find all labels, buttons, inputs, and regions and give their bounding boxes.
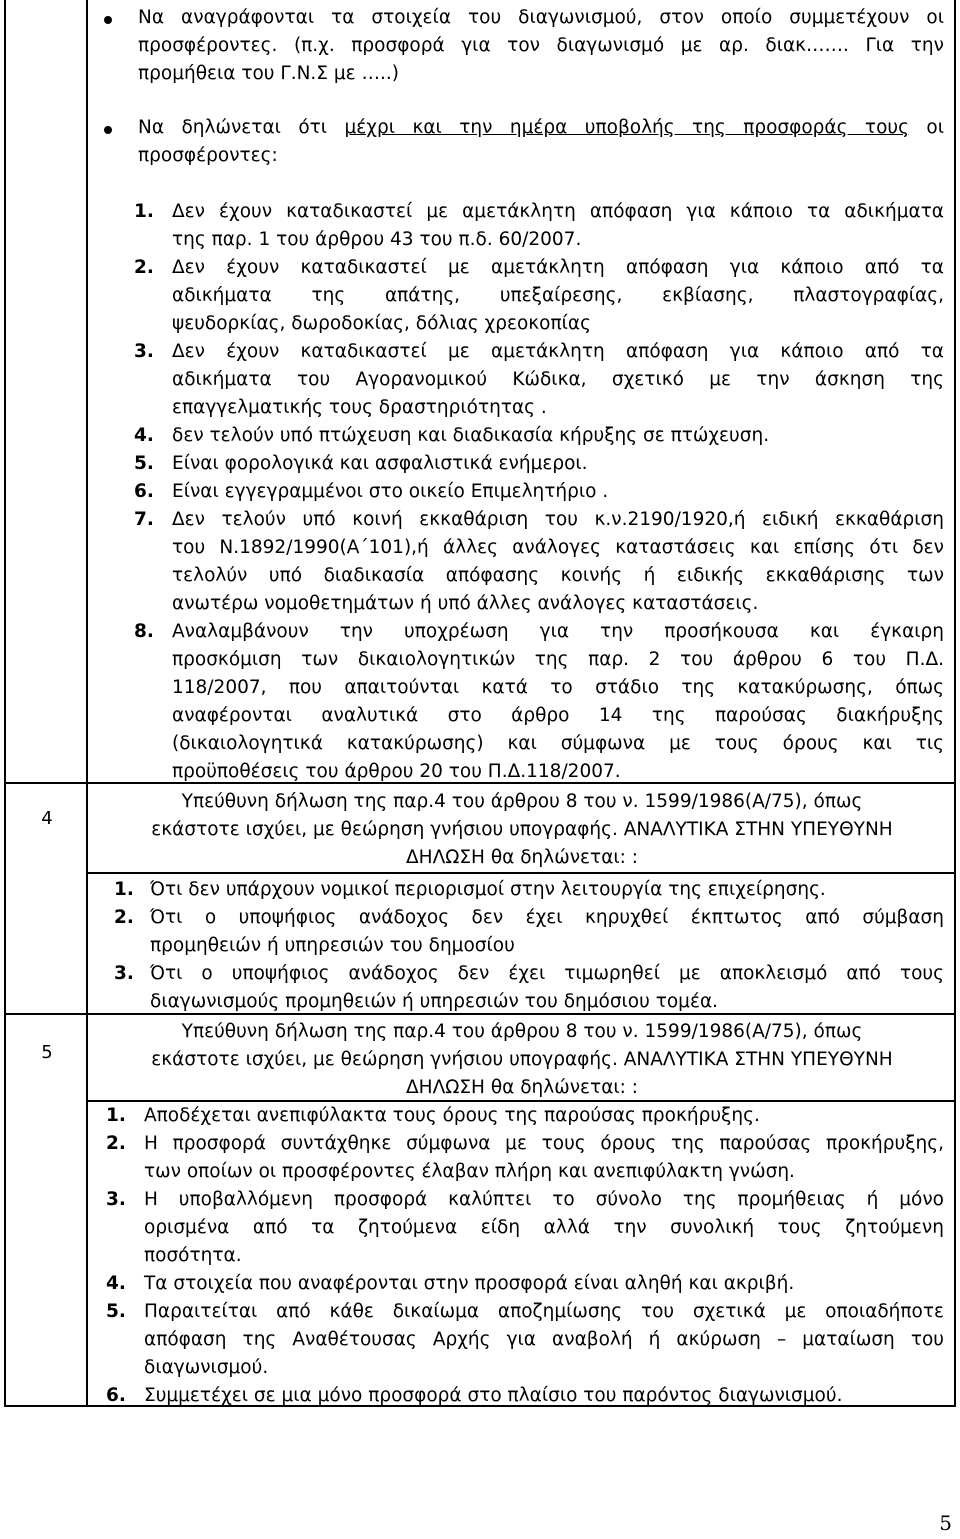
row5-item-number: 2. [106,1133,126,1154]
bullet2-text-end: οι [908,117,944,138]
list-item-number: 6. [134,481,154,502]
row5-item-line: Η προσφορά συντάχθηκε σύμφωνα με τους όρους της παρούσας προκήρυξης, [144,1133,944,1154]
row4-item-line: διαγωνισμούς προμηθειών ή υπηρεσιών του δημόσιου τομέα. [150,991,719,1012]
list-item-number: 7. [134,509,154,530]
row5-item-number: 5. [106,1301,126,1322]
row5-item-number: 4. [106,1273,126,1294]
list-item-line: του Ν.1892/1990(Α΄101),ή άλλες ανάλογες καταστάσεις και επίσης ότι δεν [172,537,944,558]
list-item-line: προϋποθέσεις του άρθρου 20 του Π.Δ.118/2007. [172,761,621,782]
row4-header-line: εκάστοτε ισχύει, με θεώρηση γνήσιου υπογραφής. ΑΝΑΛΥΤΙΚΑ ΣΤΗΝ ΥΠΕΥΘΥΝΗ [151,819,893,840]
row5-item-line: Παραιτείται από κάθε δικαίωμα αποζημίωσης του σχετικά με οποιαδήποτε [144,1301,944,1322]
row4-header-line: ΔΗΛΩΣΗ θα δηλώνεται: : [406,847,638,868]
row5-item-line: Συμμετέχει σε μια μόνο προσφορά στο πλαίσιο του παρόντος διαγωνισμού. [144,1385,843,1406]
list-item-line: ανωτέρω νομοθετημάτων ή υπό άλλες ανάλογες καταστάσεις. [172,593,759,614]
row4-item-number: 1. [114,879,134,900]
table-column-divider [86,0,88,1407]
list-item-line: 118/2007, που απαιτούνται κατά το στάδιο της κατακύρωσης, όπως [172,677,944,698]
page-number: 5 [939,1511,952,1535]
bullet1-line: Να αναγράφονται τα στοιχεία του διαγωνισμού, στον οποίο συμμετέχουν οι [138,7,944,28]
list-item-line: Δεν έχουν καταδικαστεί με αμετάκλητη απόφαση για κάποιο από τα [172,341,944,362]
list-item-line: Δεν τελούν υπό κοινή εκκαθάριση του κ.ν.2190/1920,ή ειδική εκκαθάριση [172,509,944,530]
row-number-4: 4 [41,808,53,829]
bullet2-line: προσφέροντες: [138,145,278,166]
bullet2-line [138,114,944,142]
list-item-line: Δεν έχουν καταδικαστεί με αμετάκλητη απόφαση για κάποιο τα αδικήματα [172,201,944,222]
list-item-line: ψευδορκίας, δωροδοκίας, δόλιας χρεοκοπίας [172,313,591,334]
list-item-number: 2. [134,257,154,278]
row-number-5: 5 [41,1042,53,1063]
row5-item-line: Τα στοιχεία που αναφέρονται στην προσφορά είναι αληθή και ακριβή. [144,1273,795,1294]
row5-item-line: των οποίων οι προσφέροντες έλαβαν πλήρη και ανεπιφύλακτη γνώση. [144,1161,795,1182]
row5-item-line: απόφαση της Αναθέτουσας Αρχής για αναβολή ή ακύρωση – ματαίωση του [144,1329,944,1350]
list-item-number: 3. [134,341,154,362]
row5-header-line: εκάστοτε ισχύει, με θεώρηση γνήσιου υπογραφής. ΑΝΑΛΥΤΙΚΑ ΣΤΗΝ ΥΠΕΥΘΥΝΗ [151,1049,893,1070]
list-item-line: Δεν έχουν καταδικαστεί με αμετάκλητη απόφαση για κάποιο από τα [172,257,944,278]
bullet-icon [104,126,112,134]
row-divider-4-inner [86,872,956,874]
list-item-line: της παρ. 1 του άρθρου 43 του π.δ. 60/2007. [172,229,582,250]
row4-item-line: Ότι ο υποψήφιος ανάδοχος δεν έχει τιμωρηθεί με αποκλεισμό από τους [150,963,944,984]
row4-item-number: 2. [114,907,134,928]
list-item-line: Αναλαμβάνουν την υποχρέωση για την προσήκουσα και έγκαιρη [172,621,944,642]
row5-item-line: διαγωνισμού. [144,1357,269,1378]
list-item-line: Είναι φορολογικά και ασφαλιστικά ενήμεροι. [172,453,588,474]
row5-header-line: ΔΗΛΩΣΗ θα δηλώνεται: : [406,1077,638,1098]
row4-item-line: Ότι ο υποψήφιος ανάδοχος δεν έχει κηρυχθεί έκπτωτος από σύμβαση [150,907,944,928]
row5-item-number: 6. [106,1385,126,1406]
row4-item-line: προμηθειών ή υπηρεσιών του δημοσίου [150,935,515,956]
row5-item-line: ορισμένα από τα ζητούμενα είδη αλλά την συνολική τους ζητούμενη [144,1217,944,1238]
row4-item-line: Ότι δεν υπάρχουν νομικοί περιορισμοί στην λειτουργία της επιχείρησης. [150,879,826,900]
bullet2-underlined-text: μέχρι και την ημέρα υποβολής της προσφοράς τους [344,117,909,138]
list-item-number: 5. [134,453,154,474]
list-item-number: 4. [134,425,154,446]
list-item-line: προσκόμιση των δικαιολογητικών της παρ. 2 του άρθρου 6 του Π.Δ. [172,649,944,670]
bullet-icon [104,16,112,24]
row5-item-number: 3. [106,1189,126,1210]
row5-item-line: Αποδέχεται ανεπιφύλακτα τους όρους της παρούσας προκήρυξης. [144,1105,760,1126]
list-item-line: επαγγελματικής τους δραστηριότητας . [172,397,547,418]
row4-item-number: 3. [114,963,134,984]
list-item-line: τελολύν υπό διαδικασία απόφασης κοινής ή ειδικής εκκαθάρισης των [172,565,944,586]
list-item-number: 8. [134,621,154,642]
list-item-line: (δικαιολογητικά κατακύρωσης) και σύμφωνα με τους όρους και τις [172,733,944,754]
row5-header-line: Υπεύθυνη δήλωση της παρ.4 του άρθρου 8 του ν. 1599/1986(Α/75), όπως [181,1021,863,1042]
row4-header-line: Υπεύθυνη δήλωση της παρ.4 του άρθρου 8 του ν. 1599/1986(Α/75), όπως [181,791,863,812]
list-item-line: Είναι εγγεγραμμένοι στο οικείο Επιμελητήριο . [172,481,609,502]
row5-item-line: Η υποβαλλόμενη προσφορά καλύπτει το σύνολο της προμήθειας ή μόνο [144,1189,944,1210]
bullet1-line: προσφέροντες. (π.χ. προσφορά για τον διαγωνισμό με αρ. διακ……. Για την [138,35,944,56]
row5-item-number: 1. [106,1105,126,1126]
list-item-line: αδικήματα της απάτης, υπεξαίρεσης, εκβίασης, πλαστογραφίας, [172,285,944,306]
row5-item-line: ποσότητα. [144,1245,242,1266]
list-item-line: δεν τελούν υπό πτώχευση και διαδικασία κήρυξης σε πτώχευση. [172,425,770,446]
bullet2-text: Να δηλώνεται ότι [138,117,345,138]
list-item-line: αναφέρονται αναλυτικά στο άρθρο 14 της παρούσας διακήρυξης [172,705,944,726]
list-item-line: αδικήματα του Αγορανομικού Κώδικα, σχετικό με την άσκηση της [172,369,944,390]
bullet1-line: προμήθεια του Γ.Ν.Σ με …..) [138,63,399,84]
list-item-number: 1. [134,201,154,222]
